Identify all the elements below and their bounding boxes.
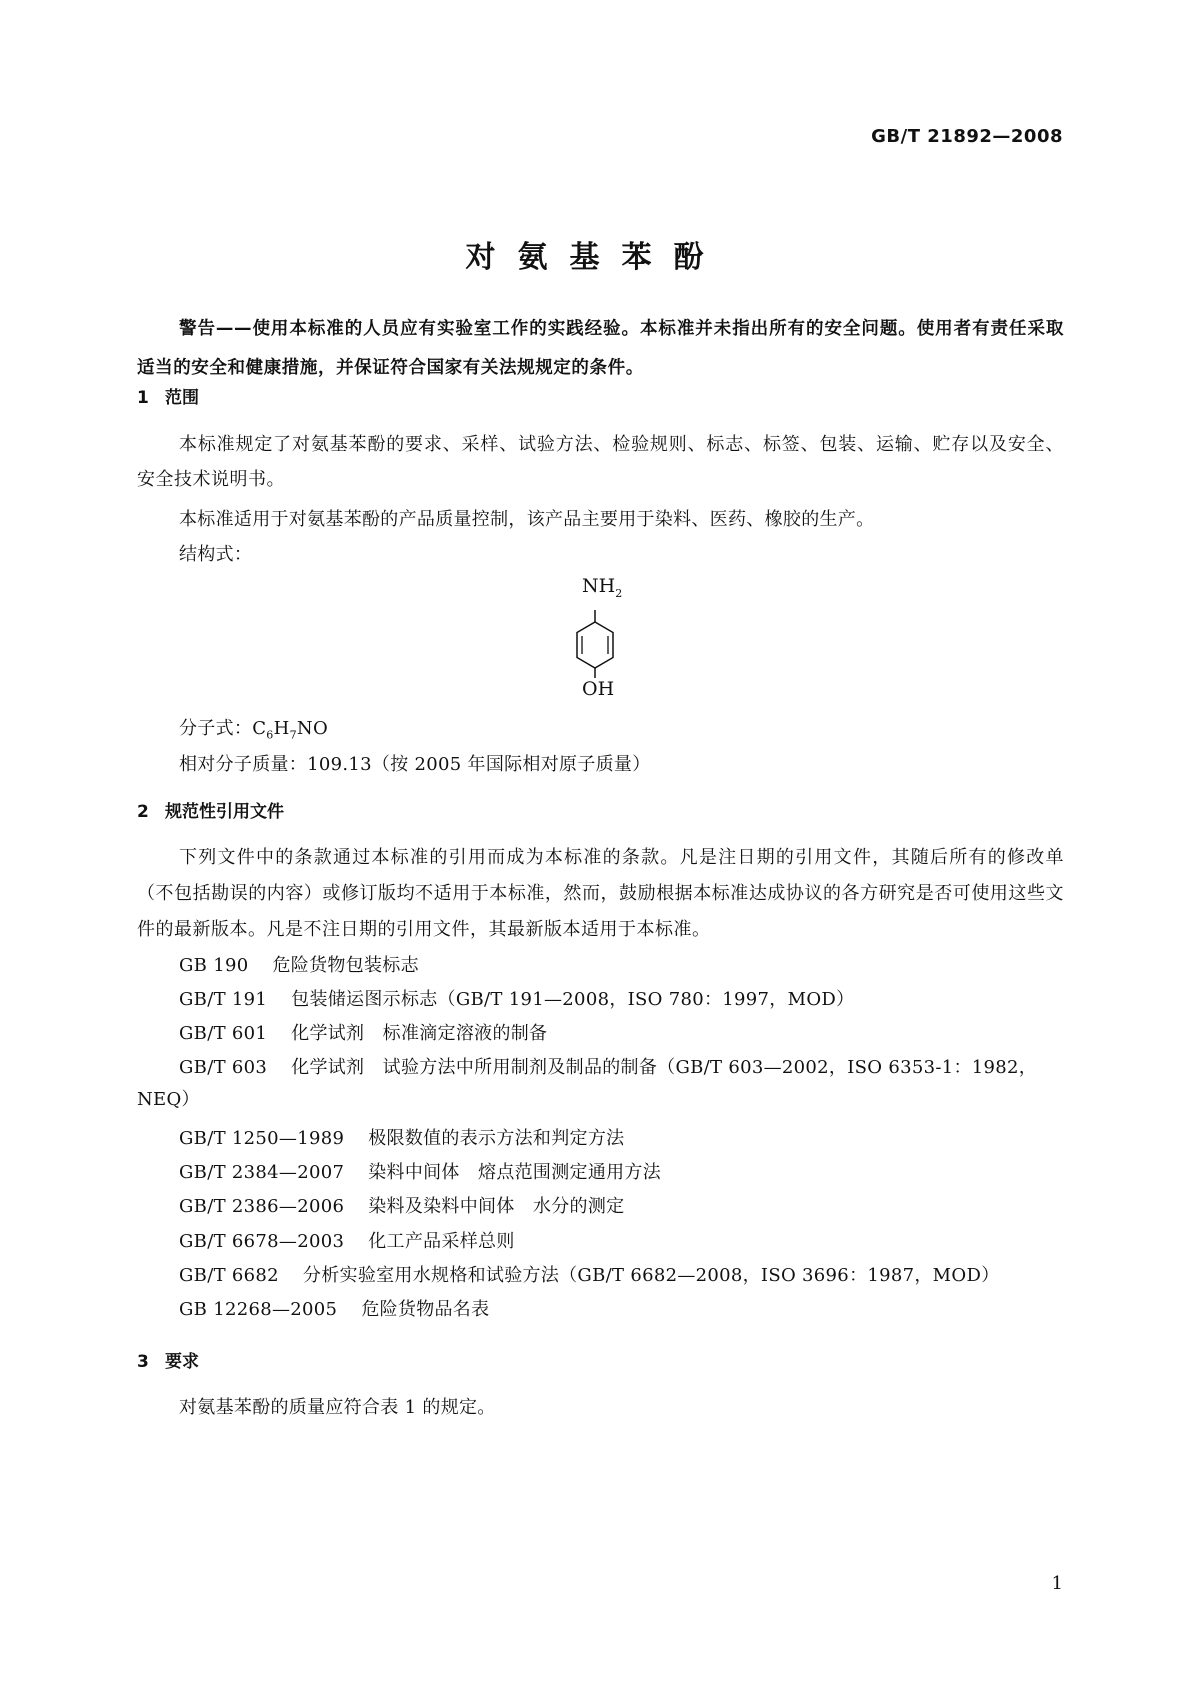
reference-item: GB 12268—2005 危险货物品名表 [179,1299,490,1320]
reference-item: GB/T 6678—2003 化工产品采样总则 [179,1231,515,1252]
standard-id: GB/T 21892—2008 [871,126,1063,147]
structure-label: 结构式： [179,544,253,565]
warning-paragraph: 警告——使用本标准的人员应有实验室工作的实践经验。本标准并未指出所有的安全问题。使用者有责任采取适当的安全和健康措施，并保证符合国家有关法规规定的条件。 [137,319,1064,378]
reference-item: GB/T 603 化学试剂 试验方法中所用制剂及制品的制备（GB/T 603—2002，ISO 6353-1：1982， [179,1057,1038,1078]
reference-item: GB/T 2384—2007 染料中间体 熔点范围测定通用方法 [179,1162,662,1183]
section-title: 范围 [165,388,199,408]
reference-item: GB/T 2386—2006 染料及染料中间体 水分的测定 [179,1196,625,1217]
hydroxyl-group-label: OH [582,678,615,700]
section-title: 要求 [165,1352,199,1372]
reference-item: GB/T 6682 分析实验室用水规格和试验方法（GB/T 6682—2008，ISO 3696：1987，MOD） [179,1265,1000,1286]
page-number: 1 [1051,1573,1063,1594]
section-number: 1 [137,388,149,408]
normative-references-intro: 下列文件中的条款通过本标准的引用而成为本标准的条款。凡是注日期的引用文件，其随后所有的修改单（不包括勘误的内容）或修订版均不适用于本标准，然而，鼓励根据本标准达成协议的各方研究是否可使用这些文件的最新版本。凡是不注日期的引用文件，其最新版本适用于本标准。 [137,847,1064,940]
section-title: 规范性引用文件 [165,802,284,822]
amino-group-label: $NH_2$ [582,575,623,600]
section-2-heading [137,797,284,822]
section-1-heading [137,383,199,408]
requirements-paragraph: 对氨基苯酚的质量应符合表 1 的规定。 [179,1397,496,1418]
reference-item: GB/T 601 化学试剂 标准滴定溶液的制备 [179,1023,548,1044]
reference-item: GB/T 191 包装储运图示标志（GB/T 191—2008，ISO 780：1997，MOD） [179,989,855,1010]
reference-item-continuation: NEQ） [137,1089,200,1110]
scope-paragraph-2: 本标准适用于对氨基苯酚的产品质量控制，该产品主要用于染料、医药、橡胶的生产。 [179,509,875,530]
reference-item: GB/T 1250—1989 极限数值的表示方法和判定方法 [179,1128,625,1149]
section-3-heading [137,1347,199,1372]
section-number: 2 [137,802,149,822]
section-number: 3 [137,1352,149,1372]
scope-paragraph-1: 本标准规定了对氨基苯酚的要求、采样、试验方法、检验规则、标志、标签、包装、运输、贮存以及安全、安全技术说明书。 [137,434,1064,490]
document-title: 对氨基苯酚 [465,240,726,275]
molecular-mass: 相对分子质量：109.13（按 2005 年国际相对原子质量） [179,754,651,775]
reference-item: GB 190 危险货物包装标志 [179,955,419,976]
molecular-formula: 分子式：$C_6H_7NO$ [179,718,329,742]
